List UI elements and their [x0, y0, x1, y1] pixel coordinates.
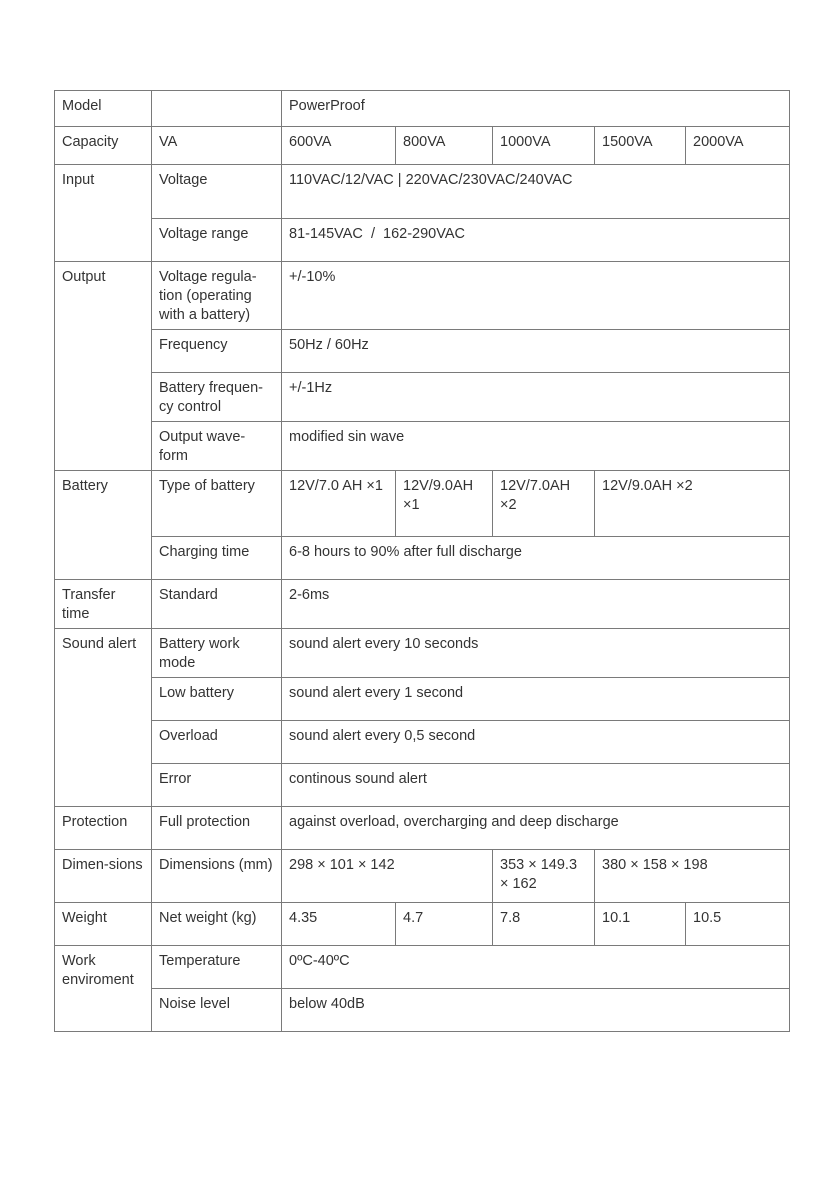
output-regulation-value: +/-10% — [282, 262, 790, 330]
protection-label: Protection — [55, 807, 152, 850]
battery-charging-value: 6-8 hours to 90% after full discharge — [282, 537, 790, 580]
dimensions-value: 353 × 149.3 × 162 — [493, 850, 595, 903]
output-regulation-label: Voltage regula-tion (operating with a battery) — [152, 262, 282, 330]
transfer-label: Transfer time — [55, 580, 152, 629]
battery-type-label: Type of battery — [152, 471, 282, 537]
weight-value: 7.8 — [493, 903, 595, 946]
protection-sub-label: Full protection — [152, 807, 282, 850]
capacity-value: 1500VA — [595, 127, 686, 165]
dimensions-label: Dimen-sions — [55, 850, 152, 903]
work-noise-value: below 40dB — [282, 989, 790, 1032]
row-model — [55, 91, 790, 127]
sound-alert-row-value: sound alert every 1 second — [282, 678, 790, 721]
output-waveform-value: modified sin wave — [282, 422, 790, 471]
row-sound-alert — [55, 678, 790, 721]
dimensions-sub-label: Dimensions (mm) — [152, 850, 282, 903]
spec-table — [54, 90, 790, 1032]
input-voltage-range-label: Voltage range — [152, 219, 282, 262]
row-transfer — [55, 580, 790, 629]
battery-type-value: 12V/9.0AH ×1 — [396, 471, 493, 537]
model-label: Model — [55, 91, 152, 127]
row-output-frequency — [55, 330, 790, 373]
sound-alert-row-value: sound alert every 0,5 second — [282, 721, 790, 764]
row-protection — [55, 807, 790, 850]
input-label: Input — [55, 165, 152, 262]
work-environment-label: Work enviroment — [55, 946, 152, 1032]
model-unit-cell — [152, 91, 282, 127]
output-battery-frequency-label: Battery frequen-cy control — [152, 373, 282, 422]
row-sound-alert — [55, 629, 790, 678]
capacity-value: 600VA — [282, 127, 396, 165]
battery-label: Battery — [55, 471, 152, 580]
battery-charging-label: Charging time — [152, 537, 282, 580]
weight-label: Weight — [55, 903, 152, 946]
sound-alert-row-label: Low battery — [152, 678, 282, 721]
row-output-battery-frequency — [55, 373, 790, 422]
row-output-waveform — [55, 422, 790, 471]
sound-alert-row-label: Error — [152, 764, 282, 807]
weight-sub-label: Net weight (kg) — [152, 903, 282, 946]
input-voltage-label: Voltage — [152, 165, 282, 219]
work-temperature-value: 0ºC-40ºC — [282, 946, 790, 989]
output-waveform-label: Output wave-form — [152, 422, 282, 471]
model-value: PowerProof — [282, 91, 790, 127]
output-label: Output — [55, 262, 152, 471]
sound-alert-label: Sound alert — [55, 629, 152, 807]
work-temperature-label: Temperature — [152, 946, 282, 989]
row-sound-alert — [55, 721, 790, 764]
weight-value: 4.7 — [396, 903, 493, 946]
transfer-value: 2-6ms — [282, 580, 790, 629]
battery-type-value: 12V/9.0AH ×2 — [595, 471, 790, 537]
row-capacity — [55, 127, 790, 165]
output-battery-frequency-value: +/-1Hz — [282, 373, 790, 422]
work-noise-label: Noise level — [152, 989, 282, 1032]
dimensions-value: 298 × 101 × 142 — [282, 850, 493, 903]
sound-alert-row-value: continous sound alert — [282, 764, 790, 807]
capacity-value: 800VA — [396, 127, 493, 165]
capacity-unit: VA — [152, 127, 282, 165]
row-work-noise — [55, 989, 790, 1032]
row-sound-alert — [55, 764, 790, 807]
row-dimensions — [55, 850, 790, 903]
weight-value: 4.35 — [282, 903, 396, 946]
transfer-standard-label: Standard — [152, 580, 282, 629]
capacity-value: 2000VA — [686, 127, 790, 165]
sound-alert-row-label: Overload — [152, 721, 282, 764]
input-voltage-value: 110VAC/12/VAC | 220VAC/230VAC/240VAC — [282, 165, 790, 219]
battery-type-value: 12V/7.0 AH ×1 — [282, 471, 396, 537]
row-battery-type — [55, 471, 790, 537]
row-weight — [55, 903, 790, 946]
sound-alert-row-label: Battery work mode — [152, 629, 282, 678]
output-frequency-label: Frequency — [152, 330, 282, 373]
weight-value: 10.5 — [686, 903, 790, 946]
row-work-temperature — [55, 946, 790, 989]
output-frequency-value: 50Hz / 60Hz — [282, 330, 790, 373]
capacity-value: 1000VA — [493, 127, 595, 165]
battery-type-value: 12V/7.0AH ×2 — [493, 471, 595, 537]
row-input-voltage-range — [55, 219, 790, 262]
dimensions-value: 380 × 158 × 198 — [595, 850, 790, 903]
row-output-regulation — [55, 262, 790, 330]
input-voltage-range-value: 81-145VAC / 162-290VAC — [282, 219, 790, 262]
capacity-label: Capacity — [55, 127, 152, 165]
row-input-voltage — [55, 165, 790, 219]
row-battery-charging — [55, 537, 790, 580]
weight-value: 10.1 — [595, 903, 686, 946]
sound-alert-row-value: sound alert every 10 seconds — [282, 629, 790, 678]
protection-value: against overload, overcharging and deep discharge — [282, 807, 790, 850]
